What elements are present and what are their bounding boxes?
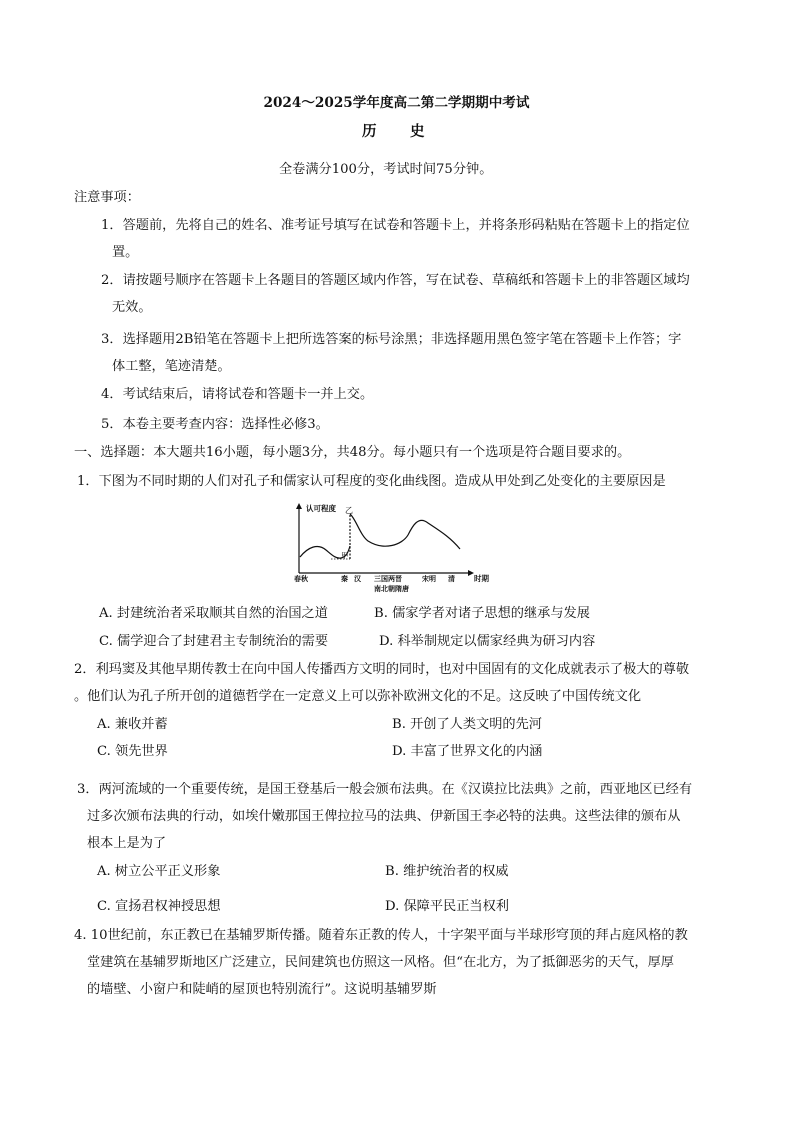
recognition-curve-chart: [284, 501, 499, 599]
notes-heading: 注意事项：: [74, 190, 140, 205]
q2-option-d[interactable]: D. 丰富了世界文化的内涵: [392, 744, 543, 759]
question-3-stem-line-3: 根本上是为了: [87, 836, 167, 851]
q2-option-b[interactable]: B. 开创了人类文明的先河: [392, 717, 542, 732]
section-title: 一、选择题：本大题共16小题，每小题3分，共48分。每小题只有一个选项是符合题目要求的。: [74, 445, 631, 460]
question-2-stem-line-2: 。他们认为孔子所开创的道德哲学在一定意义上可以弥补欧洲文化的不足。这反映了中国传统文化: [74, 689, 642, 704]
note-item-5: 5．本卷主要考查内容：选择性必修3。: [101, 417, 329, 432]
x-tick-qing: 清: [448, 575, 455, 583]
question-1-stem: 1．下图为不同时期的人们对孔子和儒家认可程度的变化曲线图。造成从甲处到乙处变化的主要原因是: [77, 474, 666, 489]
note-item-4: 4．考试结束后，请将试卷和答题卡一并上交。: [101, 387, 374, 402]
annotation-jia: 甲: [341, 551, 349, 560]
chart-axes: [299, 505, 472, 573]
q3-option-d[interactable]: D. 保障平民正当权利: [385, 899, 509, 914]
y-axis-label: 认可程度: [306, 504, 336, 513]
x-tick-han: 汉: [354, 575, 361, 583]
y-axis-arrow: [296, 503, 302, 509]
q1-option-b[interactable]: B. 儒家学者对诸子思想的继承与发展: [374, 606, 590, 621]
note-item-1: 1．答题前，先将自己的姓名、准考证号填写在试卷和答题卡上，并将条形码粘贴在答题卡上的指定位: [101, 218, 690, 233]
question-4-stem-line-1: 4. 10世纪前，东正教已在基辅罗斯传播。随着东正教的传人，十字架平面与半球形穹顶的拜占庭风格的教: [74, 928, 688, 943]
q1-option-a[interactable]: A. 封建统治者采取顺其自然的治国之道: [99, 606, 328, 621]
q2-option-a[interactable]: A. 兼收并蓄: [97, 717, 168, 732]
question-3-stem-line-2: 过多次颁布法典的行动，如埃什嫩那国王俾拉拉马的法典、伊新国王李必特的法典。这些法律的颁布从: [87, 809, 681, 824]
x-axis-label: 时期: [474, 574, 489, 583]
x-tick-songming: 宋明: [422, 575, 436, 583]
q1-option-c[interactable]: C. 儒学迎合了封建君主专制统治的需要: [99, 634, 329, 649]
full-score-line: 全卷满分100分，考试时间75分钟。: [279, 162, 493, 177]
question-4-stem-line-2: 堂建筑在基辅罗斯地区广泛建立，民间建筑也仿照这一风格。但“在北方，为了抵御恶劣的天气，厚厚: [87, 955, 674, 970]
exam-title: 2024～2025学年度高二第二学期期中考试: [263, 95, 530, 111]
q2-option-c[interactable]: C. 领先世界: [97, 744, 168, 759]
question-2-stem-line-1: 2．利玛窦及其他早期传教士在向中国人传播西方文明的同时，也对中国固有的文化成就表示了极大的尊敬: [74, 662, 690, 677]
subject-char-1: 历: [362, 123, 377, 140]
note-item-2: 2．请按题号顺序在答题卡上各题目的答题区域内作答，写在试卷、草稿纸和答题卡上的非答题区域均: [101, 273, 690, 288]
x-tick-nanbeichao: 南北朝隋唐: [374, 585, 409, 593]
x-tick-sanguo: 三国两晋: [374, 575, 402, 583]
x-tick-qin: 秦: [341, 575, 348, 583]
q1-option-d[interactable]: D. 科举制规定以儒家经典为研习内容: [379, 634, 596, 649]
annotation-yi: 乙: [345, 506, 353, 515]
curve-segment-late: [350, 514, 460, 549]
note-item-3: 3．选择题用2B铅笔在答题卡上把所选答案的标号涂黑；非选择题用黑色签字笔在答题卡上作答；字: [101, 332, 682, 347]
note-item-1-cont: 置。: [112, 245, 139, 260]
note-item-2-cont: 无效。: [112, 300, 152, 315]
note-item-3-cont: 体工整，笔迹清楚。: [112, 359, 231, 374]
question-4-stem-line-3: 的墙壁、小窗户和陡峭的屋顶也特别流行”。这说明基辅罗斯: [87, 982, 437, 997]
x-tick-chunqiu: 春秋: [294, 575, 308, 583]
q3-option-c[interactable]: C. 宣扬君权神授思想: [97, 899, 221, 914]
q3-option-b[interactable]: B. 维护统治者的权威: [385, 864, 509, 879]
subject-char-2: 史: [410, 123, 425, 140]
q3-option-a[interactable]: A. 树立公平正义形象: [97, 864, 221, 879]
question-3-stem-line-1: 3．两河流域的一个重要传统，是国王登基后一般会颁布法典。在《汉谟拉比法典》之前，西亚地区已经有: [77, 782, 693, 797]
